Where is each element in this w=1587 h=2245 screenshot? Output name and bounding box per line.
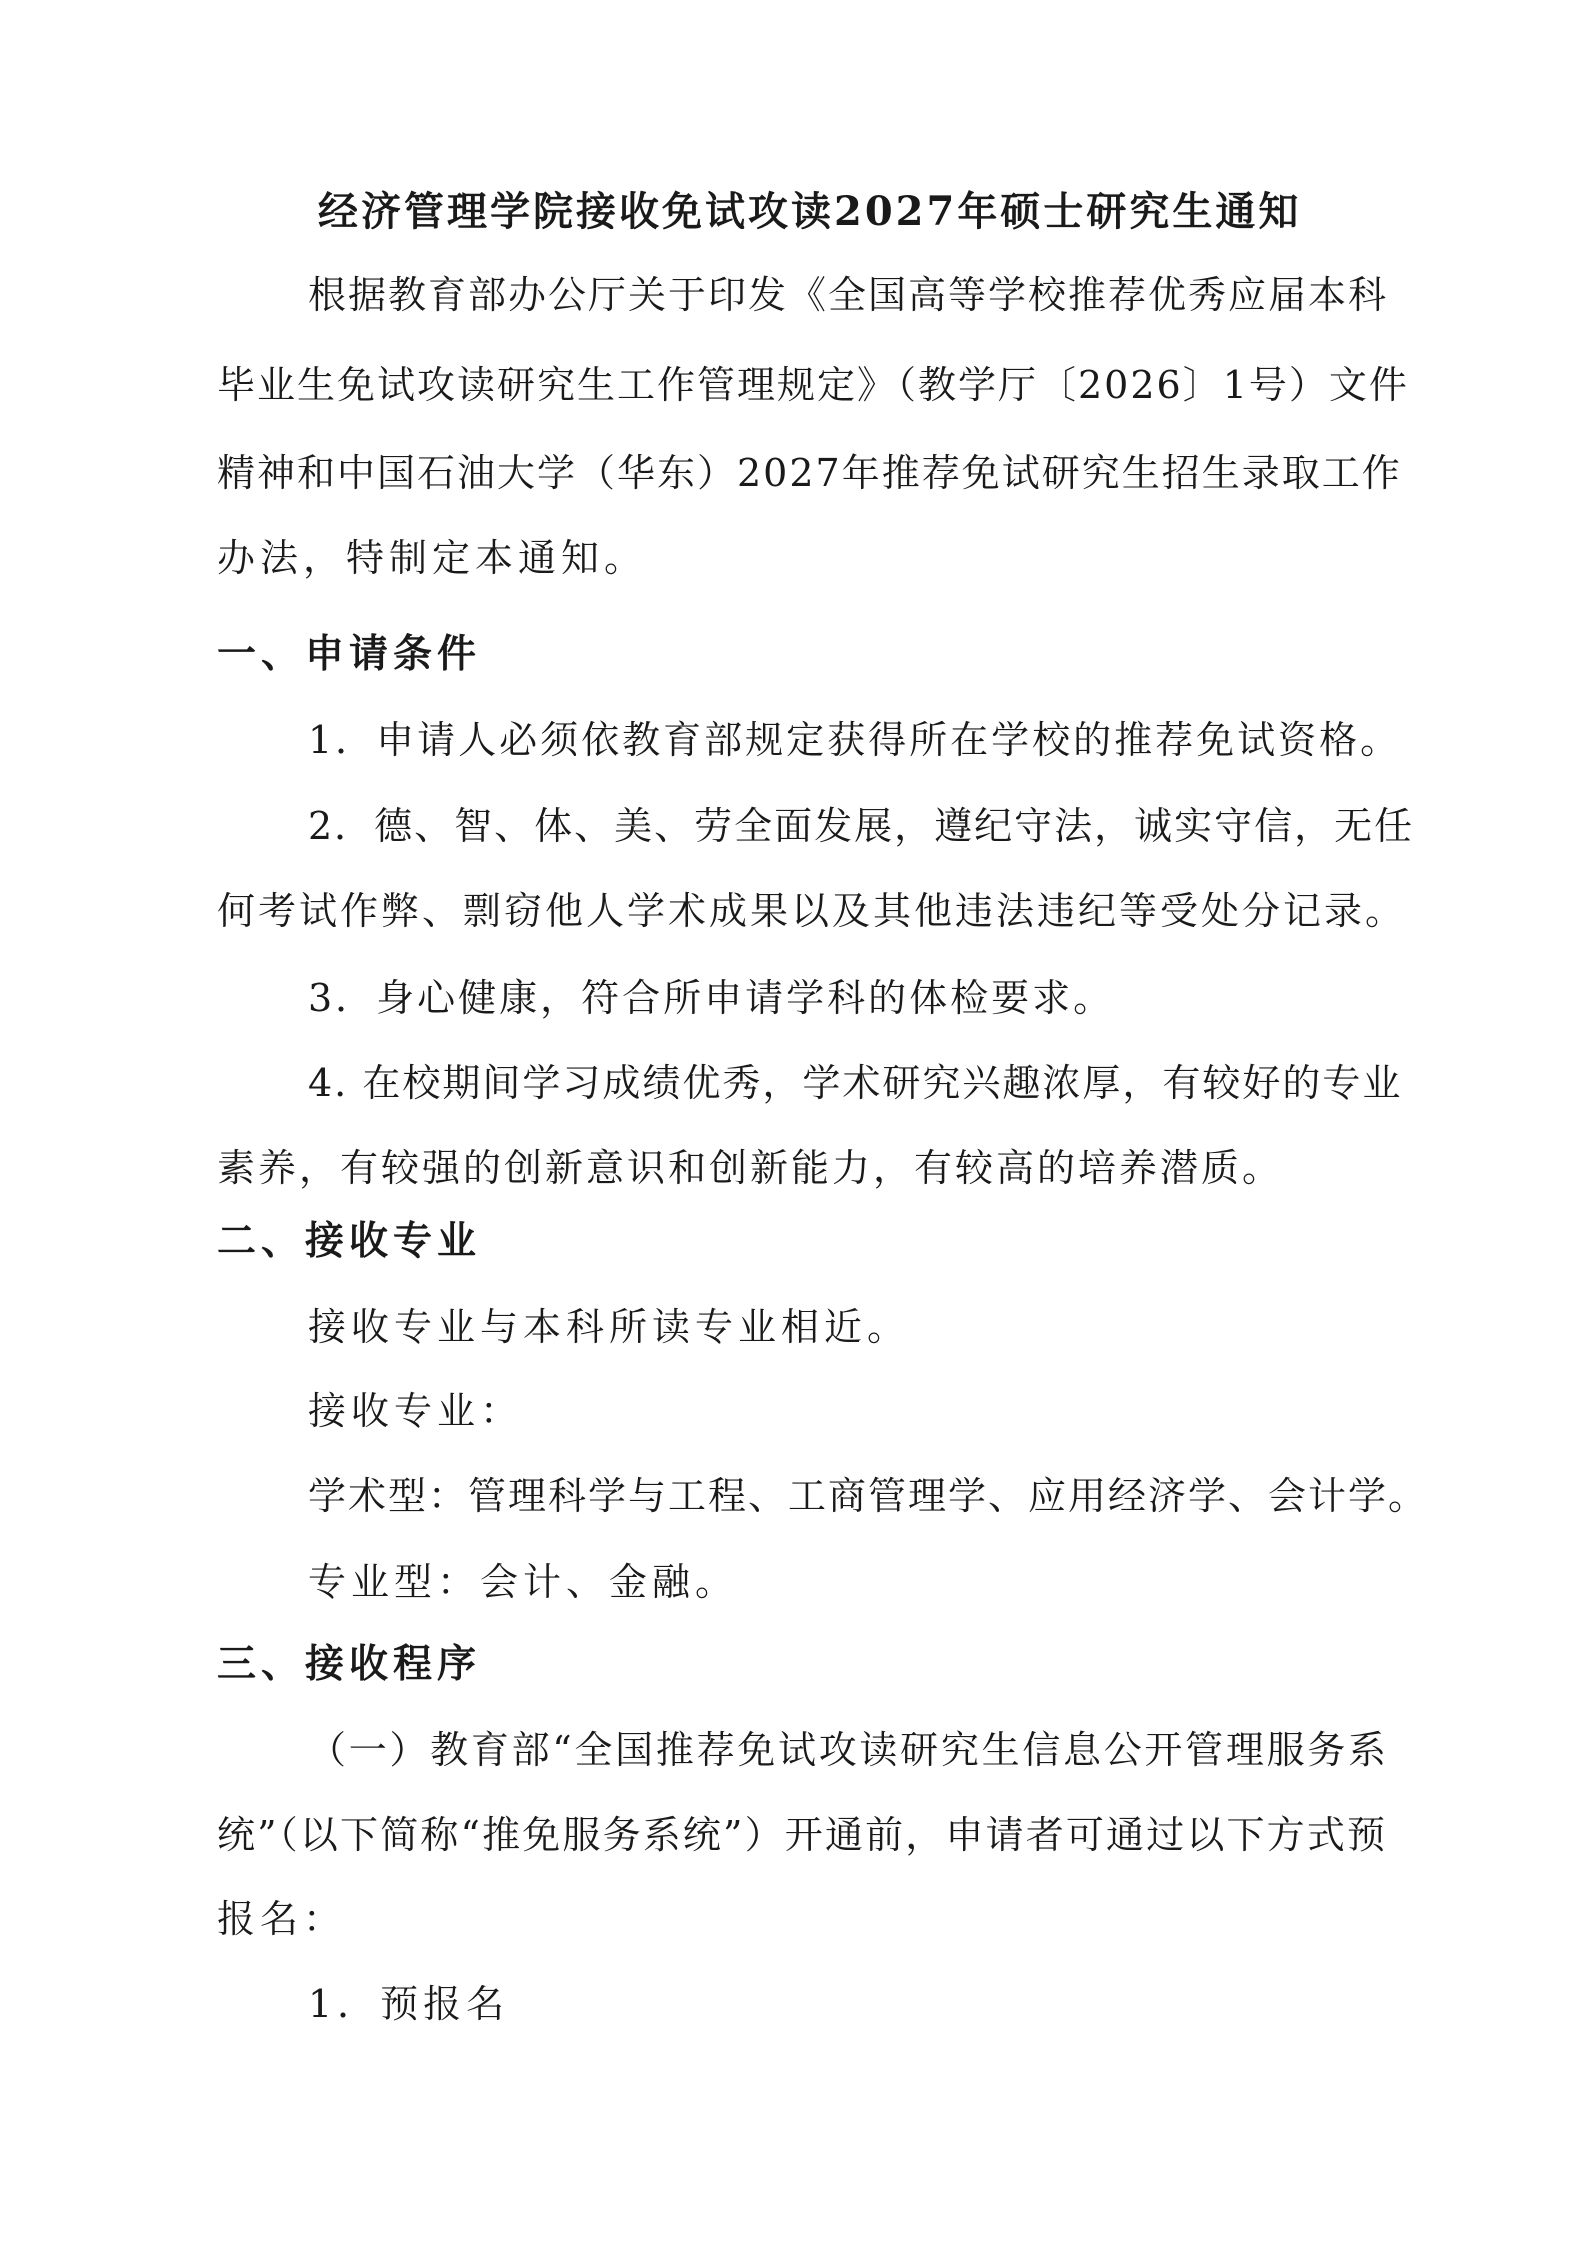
intro-line-3: 精神和中国石油大学（华东）2027年推荐免试研究生招生录取工作	[217, 451, 1402, 495]
major-line-1: 接收专业与本科所读专业相近。	[308, 1305, 911, 1349]
major-professional-line: 专业型：会计、金融。	[308, 1560, 739, 1604]
condition-item-2-line-1: 2．德、智、体、美、劳全面发展，遵纪守法，诚实守信，无任	[308, 804, 1415, 848]
condition-item-1: 1．申请人必须依教育部规定获得所在学校的推荐免试资格。	[308, 718, 1402, 762]
procedure-para-line-3: 报名：	[217, 1897, 347, 1941]
condition-item-2-line-2: 何考试作弊、剽窃他人学术成果以及其他违法违纪等受处分记录。	[217, 889, 1407, 933]
procedure-item-1: 1．预报名	[308, 1982, 510, 2026]
section-heading-1: 一、申请条件	[217, 631, 482, 677]
procedure-para-line-1: （一）教育部“全国推荐免试攻读研究生信息公开管理服务系	[308, 1728, 1388, 1772]
intro-line-4: 办法，特制定本通知。	[217, 536, 648, 580]
intro-line-2: 毕业生免试攻读研究生工作管理规定》（教学厅〔2026〕1号）文件	[217, 363, 1409, 407]
condition-item-3: 3．身心健康，符合所申请学科的体检要求。	[308, 976, 1115, 1020]
procedure-para-line-2: 统”（以下简称“推免服务系统”）开通前，申请者可通过以下方式预	[217, 1813, 1387, 1857]
major-line-2: 接收专业：	[308, 1389, 524, 1433]
intro-line-1: 根据教育部办公厅关于印发《全国高等学校推荐优秀应届本科	[308, 273, 1389, 317]
condition-item-4-line-1: 4. 在校期间学习成绩优秀，学术研究兴趣浓厚，有较好的专业	[308, 1061, 1403, 1105]
section-heading-3: 三、接收程序	[217, 1641, 482, 1687]
major-academic-line: 学术型：管理科学与工程、工商管理学、应用经济学、会计学。	[308, 1474, 1429, 1518]
section-heading-2: 二、接收专业	[217, 1218, 482, 1264]
document-title: 经济管理学院接收免试攻读2027年硕士研究生通知	[318, 188, 1302, 235]
condition-item-4-line-2: 素养，有较强的创新意识和创新能力，有较高的培养潜质。	[217, 1146, 1284, 1190]
